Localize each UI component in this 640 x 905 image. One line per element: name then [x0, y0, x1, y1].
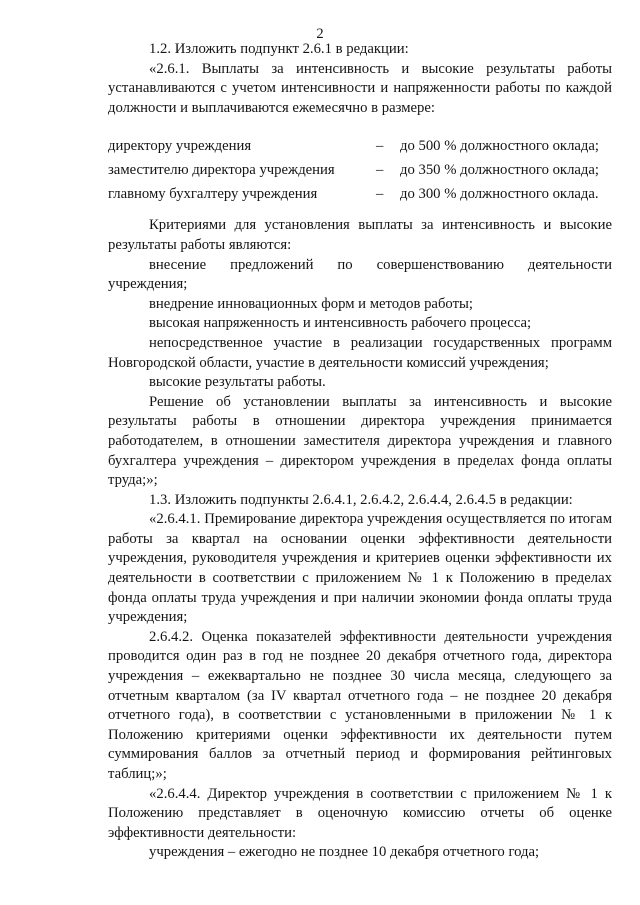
paragraph-2-6-4-2: 2.6.4.2. Оценка показателей эффективности деятельности учреждения проводится один раз в год не позднее 20 декабря отчетного года, директора учреждения – ежеквартально не позднее 30 числа месяца, следующего за отчетным кварталом (за IV квартал отчетного года – не позднее 20 декабря отчетного года), в соответствии с установленными в приложении № 1 к Положению критериями оценки эффективности их деятельности путем суммирования баллов за отчетный период и формирования рейтинговых таблиц;»;: [108, 628, 612, 782]
paragraph-item-1-3: 1.3. Изложить подпункты 2.6.4.1, 2.6.4.2, 2.6.4.4, 2.6.4.5 в редакции:: [149, 491, 573, 508]
salary-dash: –: [376, 162, 384, 179]
salary-position: главному бухгалтеру учреждения: [108, 186, 318, 203]
paragraph-institution-report: учреждения – ежегодно не позднее 10 декабря отчетного года;: [149, 844, 540, 861]
salary-dash: –: [376, 138, 384, 155]
salary-position: заместителю директора учреждения: [108, 162, 335, 179]
paragraph-2-6-4-1: «2.6.4.1. Премирование директора учреждения осуществляется по итогам работы за квартал на основании оценки эффективности деятельности учреждения, руководителя учреждения и критериев оценки эффективности их деятельности в соответствии с приложением № 1 к Положению в пределах фонда оплаты труда учреждения и при наличии экономии фонда оплаты труда учреждения;: [108, 511, 612, 626]
document-body: [108, 40, 612, 863]
salary-row-director: [108, 134, 612, 158]
salary-dash: –: [376, 186, 384, 203]
criterion-results: высокие результаты работы.: [149, 374, 326, 391]
page-number: 2: [316, 26, 324, 42]
paragraph-2-6-1: «2.6.1. Выплаты за интенсивность и высокие результаты работы устанавливаются с учетом интенсивности и напряженности работы по каждой должности и выплачиваются ежемесячно в размере:: [108, 60, 612, 116]
paragraph-item-1-2: 1.2. Изложить подпункт 2.6.1 в редакции:: [149, 41, 409, 57]
paragraph-decision: Решение об установлении выплаты за интенсивность и высокие результаты работы в отношении директора учреждения принимается работодателем, в отношении заместителя директора учреждения и главного бухгалтера учреждения – директором учреждения в пределах фонда оплаты труда;»;: [108, 393, 612, 489]
paragraph-criteria: Критериями для установления выплаты за интенсивность и высокие результаты работы являются:: [108, 217, 612, 253]
salary-row-accountant: [108, 182, 612, 206]
criterion-programs: непосредственное участие в реализации государственных программ Новгородской области, участие в деятельности комиссий учреждения;: [108, 334, 612, 371]
salary-list: [108, 134, 612, 206]
criterion-intensity: высокая напряженность и интенсивность рабочего процесса;: [149, 315, 532, 332]
salary-amount: до 300 % должностного оклада.: [400, 186, 599, 203]
salary-amount: до 350 % должностного оклада;: [400, 162, 599, 179]
paragraph-2-6-4-4: «2.6.4.4. Директор учреждения в соответствии с приложением № 1 к Положению представляет в оценочную комиссию отчеты об оценке эффективности деятельности:: [108, 785, 612, 841]
salary-position: директору учреждения: [108, 138, 252, 155]
salary-row-deputy: [108, 158, 612, 182]
criterion-proposals: внесение предложений по совершенствованию деятельности учреждения;: [108, 256, 612, 293]
salary-amount: до 500 % должностного оклада;: [400, 138, 599, 155]
criterion-innovation: внедрение инновационных форм и методов работы;: [149, 295, 473, 312]
